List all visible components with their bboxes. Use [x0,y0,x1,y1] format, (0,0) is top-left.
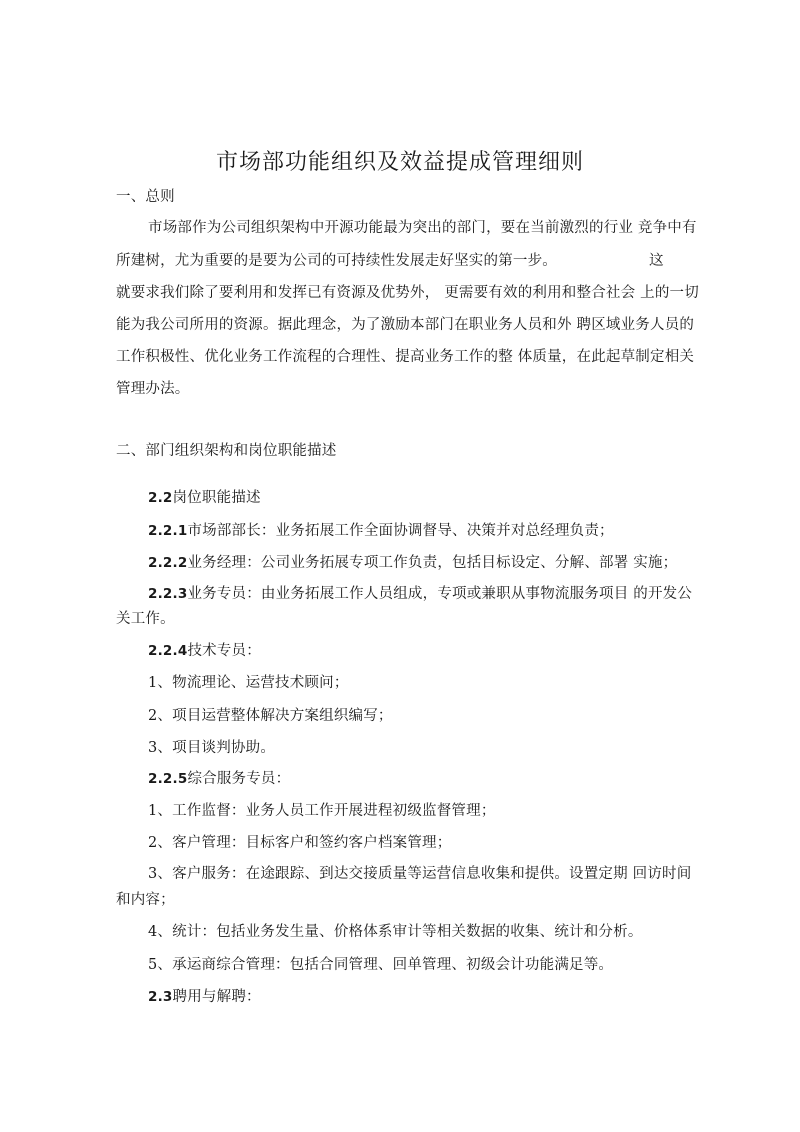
list-item: 1、物流理论、运营技术顾问； [148,675,349,691]
list-item: 3、客户服务：在途跟踪、到达交接质量等运营信息收集和提供。设置定期 回访时间 [148,866,692,882]
list-item: 5、承运商综合管理：包括合同管理、回单管理、初级会计功能满足等。 [148,957,614,973]
clause-number: 2.3 [148,989,173,1005]
subsection-2-2-3 [148,584,692,604]
subsection-2-2-1 [148,521,614,541]
clause-text: 技术专员： [187,643,261,659]
clause-text: 市场部部长：业务拓展工作全面协调督导、决策并对总经理负责； [187,523,614,539]
section-heading-general: 一、总则 [116,189,175,205]
paragraph-line: 就要求我们除了要利用和发挥已有资源及优势外， 更需要有效的利用和整合社会 上的一切 [116,285,699,301]
clause-number: 2.2 [148,490,173,506]
paragraph-line: 市场部作为公司组织架构中开源功能最为突出的部门，要在当前激烈的行业 竞争中有 [148,220,697,236]
list-item: 2、客户管理：目标客户和签约客户档案管理； [148,835,452,851]
clause-number: 2.2.4 [148,643,188,659]
clause-number: 2.2.3 [148,586,188,602]
paragraph-line: 工作积极性、优化业务工作流程的合理性、提高业务工作的整 体质量，在此起草制定相关 [116,349,695,365]
list-item: 4、统计：包括业务发生量、价格体系审计等相关数据的收集、统计和分析。 [148,924,643,940]
clause-text: 岗位职能描述 [172,490,261,506]
subsection-2-2 [148,488,261,508]
document-title: 市场部功能组织及效益提成管理细则 [215,150,584,175]
clause-number: 2.2.2 [148,555,188,571]
subsection-2-3 [148,987,261,1007]
paragraph-line: 能为我公司所用的资源。据此理念，为了激励本部门在职业务人员和外 聘区域业务人员的 [116,317,695,333]
list-item: 3、项目谈判协助。 [148,740,276,756]
paragraph-line: 和内容； [116,892,175,908]
paragraph-line: 关工作。 [116,611,175,627]
subsection-2-2-5 [148,769,290,789]
subsection-2-2-4 [148,641,261,661]
list-item: 1、工作监督：业务人员工作开展进程初级监督管理； [148,803,496,819]
subsection-2-2-2 [148,553,677,573]
paragraph-line: 管理办法。 [116,381,190,397]
clause-text: 业务经理：公司业务拓展专项工作负责，包括目标设定、分解、部署 实施； [187,555,678,571]
clause-text: 聘用与解聘： [172,989,261,1005]
clause-text: 综合服务专员： [187,771,291,787]
clause-number: 2.2.5 [148,771,188,787]
paragraph-line: 所建树，尤为重要的是要为公司的可持续性发展走好坚实的第一步。 [116,253,557,269]
list-item: 2、项目运营整体解决方案组织编写； [148,708,393,724]
clause-number: 2.2.1 [148,523,188,539]
paragraph-line-fragment: 这 [649,253,664,269]
section-heading-structure: 二、部门组织架构和岗位职能描述 [116,443,337,459]
clause-text: 业务专员：由业务拓展工作人员组成，专项或兼职从事物流服务项目 的开发公 [187,586,693,602]
